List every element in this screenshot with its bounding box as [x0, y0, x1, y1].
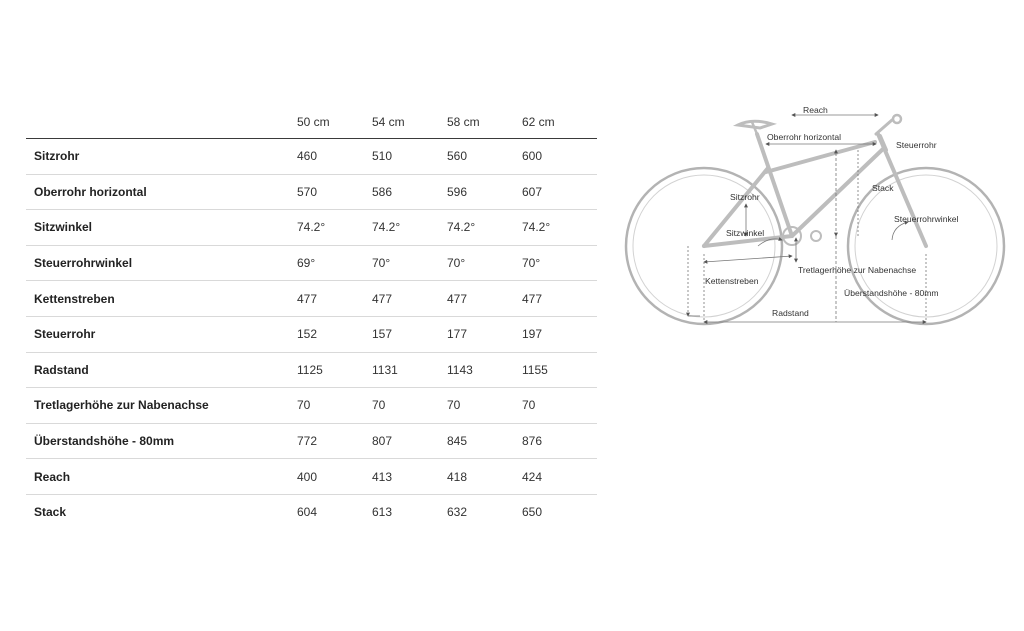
table-cell: 460 [297, 139, 372, 175]
row-label: Überstandshöhe - 80mm [26, 423, 297, 459]
row-label: Kettenstreben [26, 281, 297, 317]
table-row [26, 316, 597, 352]
table-cell: 74.2° [447, 210, 522, 246]
table-row [26, 281, 597, 317]
table-cell: 418 [447, 459, 522, 495]
label-radstand: Radstand [772, 308, 809, 318]
table-cell: 400 [297, 459, 372, 495]
table-cell: 74.2° [297, 210, 372, 246]
label-steuerrohrwinkel: Steuerrohrwinkel [894, 214, 959, 224]
geometry-table [26, 106, 597, 530]
header-size-58: 58 cm [447, 106, 522, 139]
table-cell: 70 [447, 388, 522, 424]
table-row [26, 174, 597, 210]
table-cell: 70° [447, 245, 522, 281]
table-cell: 650 [522, 505, 543, 520]
table-cell: 70° [372, 245, 447, 281]
label-sitzrohr: Sitzrohr [730, 192, 760, 202]
table-cell: 510 [372, 139, 447, 175]
table-cell: 177 [447, 316, 522, 352]
table-row [26, 352, 597, 388]
table-cell: 600 [522, 139, 597, 175]
table-cell: 586 [372, 174, 447, 210]
table-cell: 1125 [297, 352, 372, 388]
row-label: Tretlagerhöhe zur Nabenachse [26, 388, 297, 424]
table-cell: 477 [372, 281, 447, 317]
table-row [26, 459, 597, 495]
table-row [26, 388, 597, 424]
table-row [26, 494, 597, 529]
table-cell: 70 [372, 388, 447, 424]
table-cell: 477 [447, 281, 522, 317]
header-label-column [26, 106, 297, 139]
table-cell: 807 [372, 423, 447, 459]
table-cell: 632 [447, 505, 468, 520]
table-cell: 876 [522, 423, 597, 459]
header-size-50: 50 cm [297, 106, 372, 139]
row-label: Sitzwinkel [26, 210, 297, 246]
row-label: Oberrohr horizontal [26, 174, 297, 210]
table-cell: 596 [447, 174, 522, 210]
table-row [26, 245, 597, 281]
label-ueberstand: Überstandshöhe - 80mm [844, 288, 939, 298]
table-cell: 70 [522, 388, 597, 424]
table-cell: 477 [297, 281, 372, 317]
table-cell: 1155 [522, 352, 597, 388]
table-cell: 560 [447, 139, 522, 175]
table-cell: 157 [372, 316, 447, 352]
table-cell: 477 [522, 281, 597, 317]
table-cell: 845 [447, 423, 522, 459]
table-cell: 570 [297, 174, 372, 210]
row-label: Stack [34, 505, 67, 520]
label-reach: Reach [803, 105, 828, 115]
label-tretlager: Tretlagerhöhe zur Nabenachse [798, 265, 917, 275]
bike-geometry-diagram [622, 98, 1006, 338]
table-cell: 613 [372, 505, 393, 520]
table-cell: 152 [297, 316, 372, 352]
table-cell: 413 [372, 459, 447, 495]
row-label: Sitzrohr [26, 139, 297, 175]
label-steuerrohr: Steuerrohr [896, 140, 937, 150]
geometry-table-body [26, 139, 597, 530]
table-cell: 74.2° [372, 210, 447, 246]
row-label: Reach [26, 459, 297, 495]
table-row [26, 423, 597, 459]
label-stack: Stack [872, 183, 894, 193]
table-cell: 197 [522, 316, 597, 352]
table-cell: 1131 [372, 352, 447, 388]
table-cell: 772 [297, 423, 372, 459]
table-cell: 1143 [447, 352, 522, 388]
header-size-62: 62 cm [522, 106, 597, 139]
header-row [26, 106, 597, 139]
label-sitzwinkel: Sitzwinkel [726, 228, 765, 238]
table-cell: 607 [522, 174, 597, 210]
geometry-table-header [26, 106, 597, 139]
table-cell: 604 [297, 505, 318, 520]
table-cell: 69° [297, 245, 372, 281]
row-label: Steuerrohrwinkel [26, 245, 297, 281]
table-cell: 424 [522, 459, 597, 495]
row-label: Steuerrohr [26, 316, 297, 352]
label-oberrohr: Oberrohr horizontal [767, 132, 842, 142]
table-row [26, 139, 597, 175]
table-row [26, 210, 597, 246]
row-label: Radstand [26, 352, 297, 388]
table-cell: 70 [297, 388, 372, 424]
table-cell: 74.2° [522, 210, 597, 246]
label-kettenstreben: Kettenstreben [705, 276, 759, 286]
table-cell: 70° [522, 245, 597, 281]
header-size-54: 54 cm [372, 106, 447, 139]
